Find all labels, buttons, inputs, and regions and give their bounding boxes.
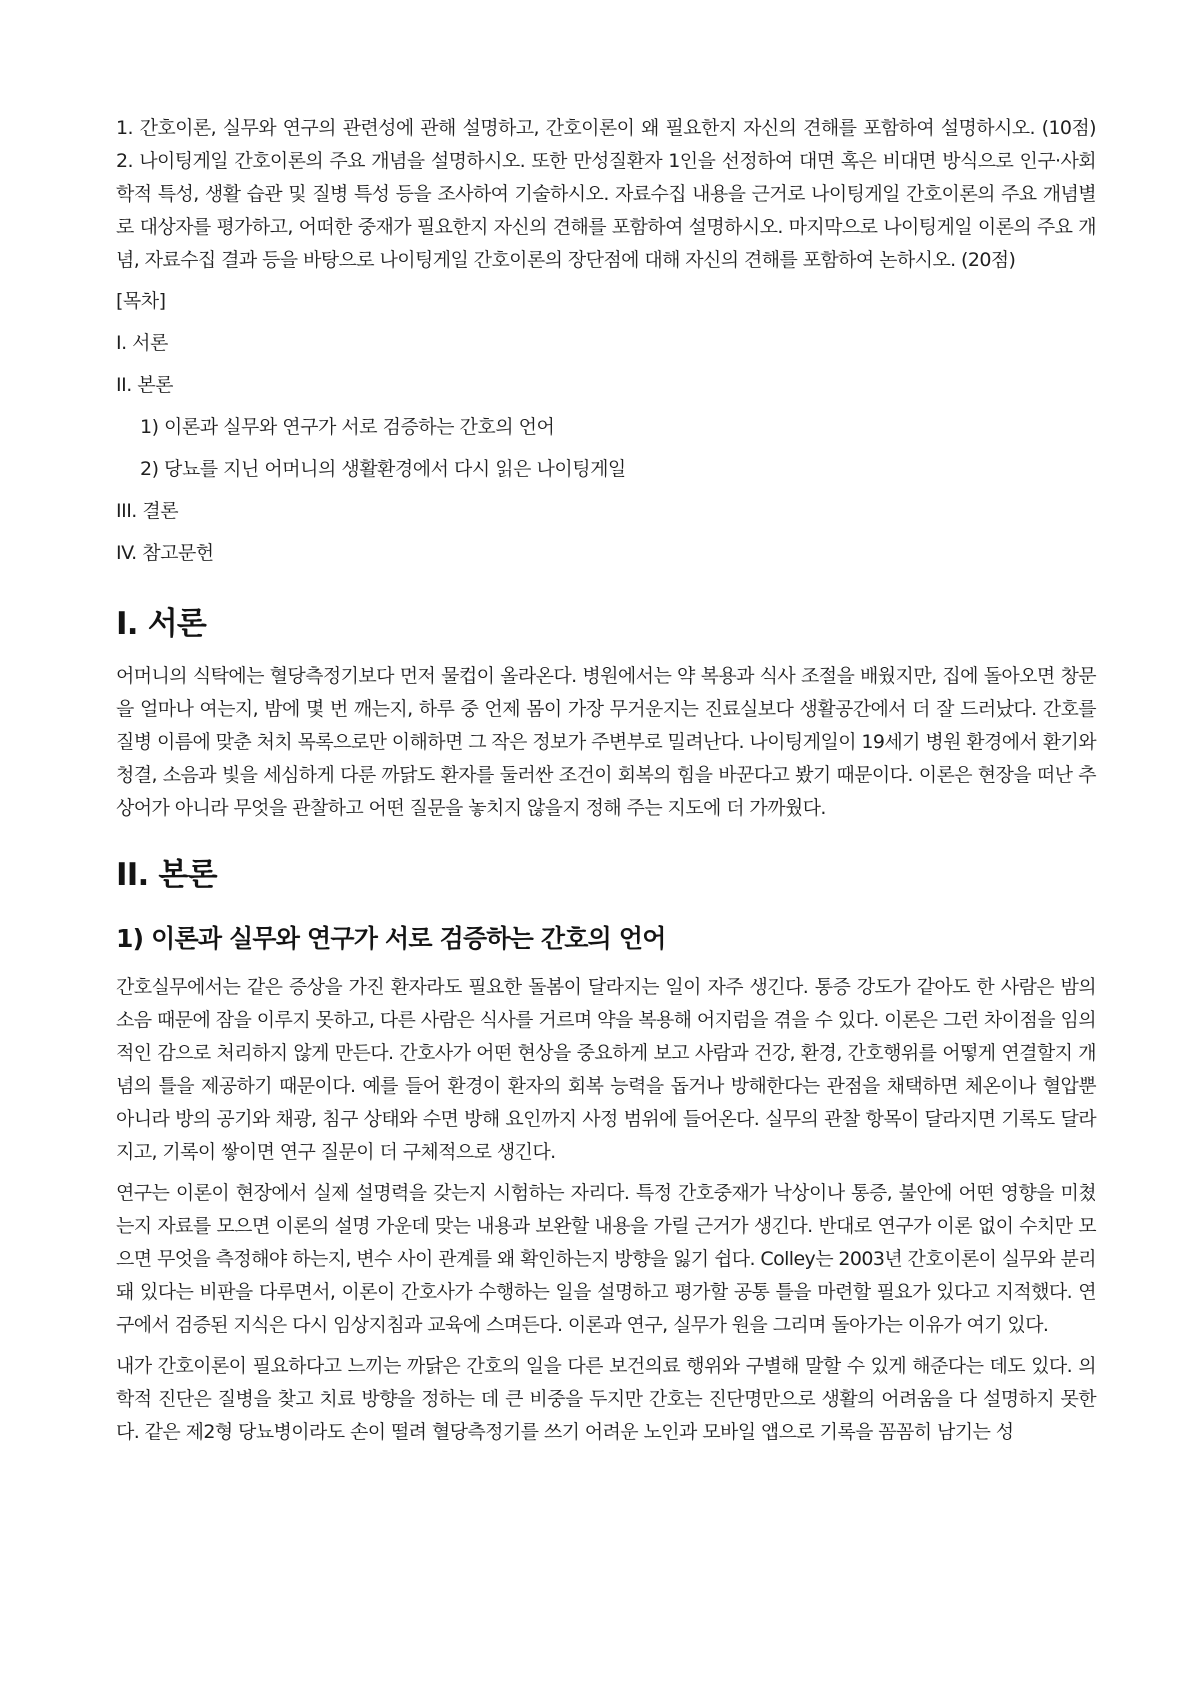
body-paragraph: 내가 간호이론이 필요하다고 느끼는 까닭은 간호의 일을 다른 보건의료 행위와 구별해 말할 수 있게 해준다는 데도 있다. 의학적 진단은 질병을 찾고 치료 방향을 정하는 데 큰 비중을 두지만 간호는 진단명만으로 생활의 어려움을 다 설명하지 못한다. 같은 제2형 당뇨병이라도 손이 떨려 혈당측정기를 쓰기 어려운 노인과 모바일 앱으로 기록을 꼼꼼히 남기는 성 [116, 1355, 1096, 1443]
toc-item-body-sub-2: 2) 당뇨를 지닌 어머니의 생활환경에서 다시 읽은 나이팅게일 [140, 458, 626, 480]
intro-heading: I. 서론 [116, 606, 206, 642]
toc-item-references: IV. 참고문헌 [116, 542, 214, 564]
toc-item-intro: I. 서론 [116, 332, 168, 354]
body-subheading-1: 1) 이론과 실무와 연구가 서로 검증하는 간호의 언어 [116, 924, 666, 953]
toc-item-body-sub-1: 1) 이론과 실무와 연구가 서로 검증하는 간호의 언어 [140, 416, 555, 438]
body-heading: II. 본론 [116, 857, 217, 893]
assignment-question: 1. 간호이론, 실무와 연구의 관련성에 관해 설명하고, 간호이론이 왜 필요한지 자신의 견해를 포함하여 설명하시오. (10점) 2. 나이팅게일 간호이론의 주요 개념을 설명하시오. 또한 만성질환자 1인을 선정하여 대면 혹은 비대면 방식으로 인구·사회학적 특성, 생활 습관 및 질병 특성 등을 조사하여 기술하시오. 자료수집 내용을 근거로 나이팅게일 간호이론의 주요 개념별로 대상자를 평가하고, 어떠한 중재가 필요한지 자신의 견해를 포함하여 설명하시오. 마지막으로 나이팅게일 이론의 주요 개념, 자료수집 결과 등을 바탕으로 나이팅게일 간호이론의 장단점에 대해 자신의 견해를 포함하여 논하시오. (20점) [116, 117, 1096, 271]
body-paragraph: 간호실무에서는 같은 증상을 가진 환자라도 필요한 돌봄이 달라지는 일이 자주 생긴다. 통증 강도가 같아도 한 사람은 밤의 소음 때문에 잠을 이루지 못하고, 다른 사람은 식사를 거르며 약을 복용해 어지럼을 겪을 수 있다. 이론은 그런 차이점을 임의적인 감으로 처리하지 않게 만든다. 간호사가 어떤 현상을 중요하게 보고 사람과 건강, 환경, 간호행위를 어떻게 연결할지 개념의 틀을 제공하기 때문이다. 예를 들어 환경이 환자의 회복 능력을 돕거나 방해한다는 관점을 채택하면 체온이나 혈압뿐 아니라 방의 공기와 채광, 침구 상태와 수면 방해 요인까지 사정 범위에 들어온다. 실무의 관찰 항목이 달라지면 기록도 달라지고, 기록이 쌓이면 연구 질문이 더 구체적으로 생긴다. [116, 976, 1096, 1163]
toc-item-conclusion: III. 결론 [116, 500, 179, 522]
toc-title: [목차] [116, 290, 166, 312]
body-paragraph: 연구는 이론이 현장에서 실제 설명력을 갖는지 시험하는 자리다. 특정 간호중재가 낙상이나 통증, 불안에 어떤 영향을 미쳤는지 자료를 모으면 이론의 설명 가운데 맞는 내용과 보완할 내용을 가릴 근거가 생긴다. 반대로 연구가 이론 없이 수치만 모으면 무엇을 측정해야 하는지, 변수 사이 관계를 왜 확인하는지 방향을 잃기 쉽다. Colley는 2003년 간호이론이 실무와 분리돼 있다는 비판을 다루면서, 이론이 간호사가 수행하는 일을 설명하고 평가할 공통 틀을 마련할 필요가 있다고 지적했다. 연구에서 검증된 지식은 다시 임상지침과 교육에 스며든다. 이론과 연구, 실무가 원을 그리며 돌아가는 이유가 여기 있다. [116, 1182, 1096, 1336]
toc-item-body: II. 본론 [116, 374, 173, 396]
intro-paragraph: 어머니의 식탁에는 혈당측정기보다 먼저 물컵이 올라온다. 병원에서는 약 복용과 식사 조절을 배웠지만, 집에 돌아오면 창문을 얼마나 여는지, 밤에 몇 번 깨는지, 하루 중 언제 몸이 가장 무거운지는 진료실보다 생활공간에서 더 잘 드러났다. 간호를 질병 이름에 맞춘 처치 목록으로만 이해하면 그 작은 정보가 주변부로 밀려난다. 나이팅게일이 19세기 병원 환경에서 환기와 청결, 소음과 빛을 세심하게 다룬 까닭도 환자를 둘러싼 조건이 회복의 힘을 바꾼다고 봤기 때문이다. 이론은 현장을 떠난 추상어가 아니라 무엇을 관찰하고 어떤 질문을 놓치지 않을지 정해 주는 지도에 더 가까웠다. [116, 665, 1096, 819]
table-of-contents [116, 285, 1096, 570]
